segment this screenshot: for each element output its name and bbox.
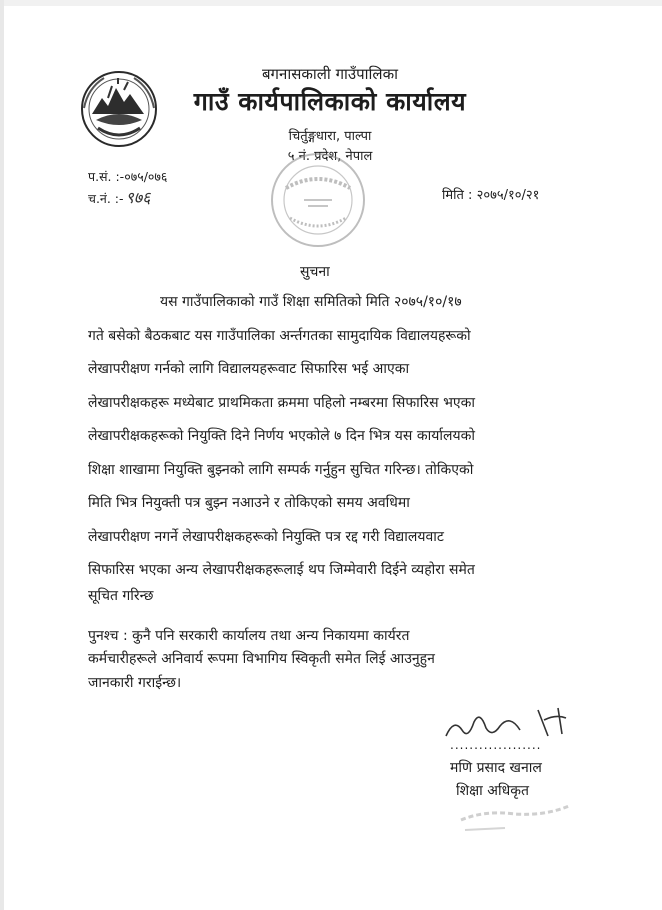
postscript-line: कर्मचारीहरूले अनिवार्य रूपमा विभागिय स्विकृती समेत लिई आउनुहुन [88,651,435,667]
notice-line: लेखापरीक्षण गर्नको लागि विद्यालयहरूवाट सिफारिस भई आएका [88,361,410,377]
signer-name: मणि प्रसाद खनाल [450,760,542,776]
postscript-line: पुनश्च : कुनै पनि सरकारी कार्यालय तथा अन्य निकायमा कार्यरत [88,628,410,644]
letter-date [442,185,539,203]
signature-line: ................... [450,738,542,752]
ps-value: ०७५/०७६ [124,169,168,184]
office-stamp-mark [266,148,370,252]
date-value: २०७५/१०/२१ [476,188,540,203]
nepal-emblem-logo [78,68,160,150]
notice-line: सिफारिस भएका अन्य लेखापरीक्षकहरूलाई थप जिम्मेवारी दिईने व्यहोरा समेत [88,562,475,578]
office-province: ५ नं. प्रदेश, नेपाल [287,149,373,164]
reference-cn [88,186,151,208]
cn-value: ९७६ [125,188,151,207]
cn-label: च.नं. :- [88,191,124,206]
notice-line: लेखापरीक्षण नगर्ने लेखापरीक्षकहरूको नियुक्ति पत्र रद्द गरी विद्यालयवाट [88,529,444,545]
office-address: चिर्तुङ्गधारा, पाल्पा [288,129,372,144]
reference-ps [88,168,167,185]
notice-line: लेखापरीक्षकहरू मध्येबाट प्राथमिकता क्रममा पहिलो नम्बरमा सिफारिस भएका [88,395,476,411]
notice-line: गते बसेको बैठकबाट यस गाउँपालिका अर्न्तगतका सामुदायिक विद्यालयहरूको [88,328,471,344]
notice-line: शिक्षा शाखामा नियुक्ति बुझ्नको लागि सम्पर्क गर्नुहुन सुचित गरिन्छ। तोकिएको [88,462,474,478]
municipality-name: बगनासकाली गाउँपालिका [261,65,398,83]
notice-line: लेखापरीक्षकहरूको नियुक्ति दिने निर्णय भएकोले ७ दिन भित्र यस कार्यालयको [88,428,475,444]
designation-stamp-mark [455,796,575,836]
signer-title: शिक्षा अधिकृत [456,783,529,799]
scan-left-edge [0,0,4,910]
office-title: गाउँ कार्यपालिकाको कार्यालय [193,87,467,116]
date-label: मिति : [442,188,473,203]
notice-line: मिति भित्र नियुक्ती पत्र बुझ्न नआउने र तोकिएको समय अवधिमा [88,495,410,511]
notice-title: सुचना [300,264,330,280]
scan-top-shadow [0,0,662,6]
notice-line: यस गाउँपालिकाको गाउँ शिक्षा समितिको मिति २०७५/१०/१७ [160,294,462,310]
postscript-line: जानकारी गराईन्छ। [88,675,182,691]
ps-label: प.सं. :- [88,169,125,184]
notice-line: सूचित गरिन्छ [88,588,154,604]
